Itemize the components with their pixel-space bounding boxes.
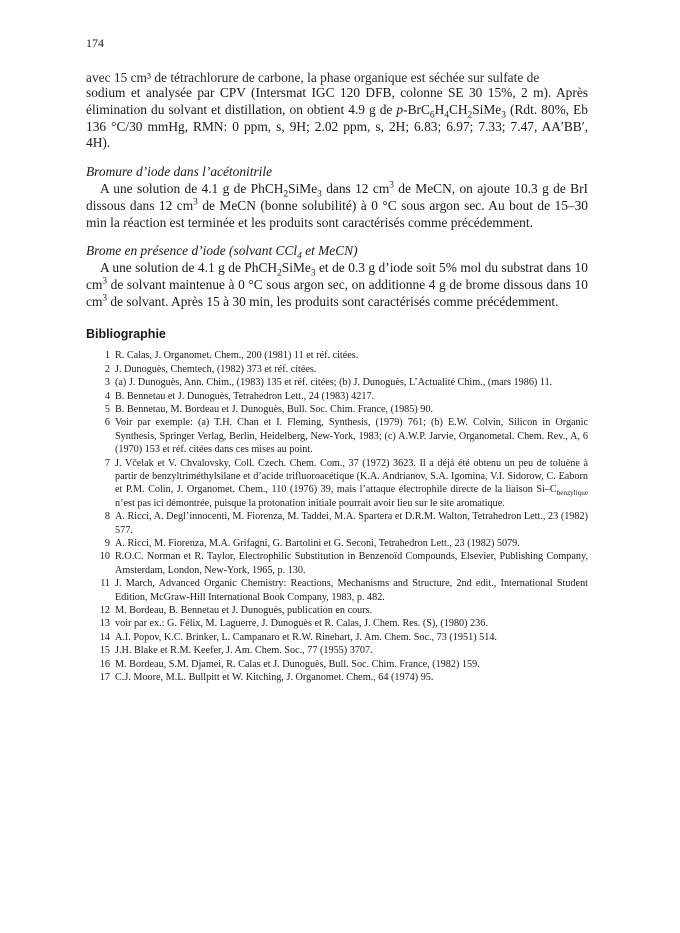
reference-number: 9 — [104, 538, 110, 550]
reference-list — [86, 349, 588, 684]
reference-number: 8 — [104, 511, 110, 523]
reference-number: 17 — [99, 672, 110, 684]
reference-number: 14 — [99, 631, 110, 643]
reference-item — [86, 550, 588, 577]
paragraph-iodine-bromide: A une solution de 4.1 g de PhCH$_2$SiMe$_3$ dans 12 $cm^3$ de MeCN, on ajoute 10.3 g de BrI dissous dans 12 $cm^3$ de MeCN (bonne solubilité) à 0 °C sous argon sec. Au bout de 15–30 min la réaction est terminée et les produits sont caractérisés comme précédemment. — [86, 180, 589, 230]
reference-item — [86, 577, 588, 604]
reference-item — [86, 403, 588, 416]
reference-number: 7 — [104, 457, 110, 469]
subheading-bromine-iodine: Brome en présence d’iode (solvant CCl$_4$ et MeCN) — [86, 243, 358, 263]
reference-text: R.O.C. Norman et R. Taylor, Electrophilic Substitution in Benzenoïd Compounds, Elsevier, Publishing Company, Amsterdam, London, New-York, 1965, p. 130. — [115, 551, 588, 576]
paragraph-synthesis-result: sodium et analysée par CPV (Intersmat IGC 120 DFB, colonne SE 30 15%, 2 m). Après élimination du solvant et distillation, on obtient 4.9 g de $p-BrC_6H_4CH_2SiMe_3$ (Rdt. 80%, Eb 136 °C/30 mmHg, RMN: 0 ppm, s, 9H; 2.02 ppm, s, 2H; 6.83; 6.97; 7.33; 7.47, AA′BB′, 4H). — [86, 85, 588, 151]
reference-text: voir par ex.: G. Félix, M. Laguerre, J. Dunoguès et R. Calas, J. Chem. Res. (S), (1980) 236. — [115, 618, 488, 630]
paragraph-bromine-iodine: A une solution de 4.1 g de PhCH$_2$SiMe$_3$ et de 0.3 g d’iode soit 5% mol du substrat dans 10 $cm^3$ de solvant maintenue à 0 °C sous argon sec, on additionne 4 g de brome dissous dans 10 $cm^3$ de solvant. Après 15 à 30 min, les produits sont caractérisés comme précédemment. — [86, 260, 588, 309]
reference-text: J. March, Advanced Organic Chemistry: Reactions, Mechanisms and Structure, 2nd edit., International Student Edition, McGraw-Hill International Book Company, 1983, p. 482. — [115, 578, 588, 603]
reference-item — [86, 416, 588, 456]
reference-text: J. Včelak et V. Chvalovsky, Coll. Czech. Chem. Com., 37 (1972) 3623. Il a déjà été obtenu un peu de toluène à partir de benzyltriméthylsilane et d’acide trifluoroacétique (K.A. Andrianov, S.A. Igomina, V.I. Sidorow, C. Eaborn et P.M. Colin, J. Organomet. Chem., 110 (1976) 39, mais l’attaque électrophile directe de la liaison $Si-C_{benzylique}$ n’est pas ici démontrée, puisque la protonation initiale pourrait avoir lieu sur le site aromatique. — [115, 457, 588, 509]
reference-number: 6 — [104, 417, 110, 429]
reference-item — [86, 457, 588, 511]
reference-number: 4 — [104, 390, 110, 402]
reference-item — [86, 671, 588, 684]
reference-text: J.H. Blake et R.M. Keefer, J. Am. Chem. Soc., 77 (1955) 3707. — [115, 645, 373, 657]
article-body — [86, 70, 588, 685]
reference-text: J. Dunoguès, Chemtech, (1982) 373 et réf. citées. — [115, 363, 317, 375]
reference-item — [86, 644, 588, 657]
reference-text: A. Ricci, M. Fiorenza, M.A. Grifagni, G. Bartolini et G. Seconi, Tetrahedron Lett., 23 (1982) 5079. — [115, 538, 520, 550]
reference-item — [86, 349, 588, 362]
bibliography-title: Bibliographie — [86, 326, 166, 341]
reference-number: 13 — [99, 618, 110, 630]
reference-text: (a) J. Dunoguès, Ann. Chim., (1983) 135 et réf. citées; (b) J. Dunoguès, L’Actualité Chim., (mars 1986) 11. — [115, 377, 553, 389]
reference-item — [86, 363, 588, 376]
reference-number: 11 — [100, 578, 110, 590]
reference-item — [86, 376, 588, 389]
reference-number: 2 — [104, 363, 110, 375]
reference-text: M. Bordeau, B. Bennetau et J. Dunoguès, publication en cours. — [115, 605, 373, 617]
reference-number: 16 — [99, 658, 110, 670]
reference-item — [86, 658, 588, 671]
reference-number: 15 — [99, 645, 110, 657]
cut-off-line: avec 15 cm³ de tétrachlorure de carbone, la phase organique est séchée sur sulfate de — [86, 70, 540, 85]
page-number: 174 — [86, 36, 104, 50]
reference-text: B. Bennetau, M. Bordeau et J. Dunoguès, Bull. Soc. Chim. France, (1985) 90. — [115, 403, 434, 415]
reference-text: M. Bordeau, S.M. Djamei, R. Calas et J. Dunoguès, Bull. Soc. Chim. France, (1982) 159. — [115, 658, 480, 670]
reference-text: Voir par exemple: (a) T.H. Chan et I. Fleming, Synthesis, (1979) 761; (b) E.W. Colvin, Silicon in Organic Synthesis, Springer Verlag, Berlin, Heidelberg, New-York, 1983; (c) A.W.P. Jarvie, Organometal. Chem. Rev., A, 6 (1970) 153 et réf. citées dans ces mises au point. — [115, 417, 588, 456]
reference-text: C.J. Moore, M.L. Bullpitt et W. Kitching, J. Organomet. Chem., 64 (1974) 95. — [115, 672, 434, 684]
reference-item — [86, 390, 588, 403]
reference-number: 5 — [104, 403, 110, 415]
reference-item — [86, 604, 588, 617]
reference-item — [86, 537, 588, 550]
reference-number: 1 — [104, 350, 110, 362]
reference-text: A. Ricci, A. Degl’innocenti, M. Fiorenza, M. Taddei, M.A. Spartera et D.R.M. Walton, Tetrahedron Lett., 23 (1982) 577. — [115, 511, 588, 536]
subheading-iodine-bromide: Bromure d’iode dans l’acétonitrile — [86, 164, 273, 180]
reference-number: 10 — [99, 551, 110, 563]
reference-number: 12 — [99, 605, 110, 617]
reference-item — [86, 617, 588, 630]
reference-text: B. Bennetau et J. Dunoguès, Tetrahedron Lett., 24 (1983) 4217. — [115, 390, 375, 402]
reference-text: R. Calas, J. Organomet. Chem., 200 (1981) 11 et réf. citées. — [115, 350, 359, 362]
reference-item — [86, 510, 588, 537]
reference-item — [86, 631, 588, 644]
reference-number: 3 — [104, 377, 110, 389]
reference-text: A.I. Popov, K.C. Brinker, L. Campanaro et R.W. Rinehart, J. Am. Chem. Soc., 73 (1951) 514. — [115, 631, 497, 643]
